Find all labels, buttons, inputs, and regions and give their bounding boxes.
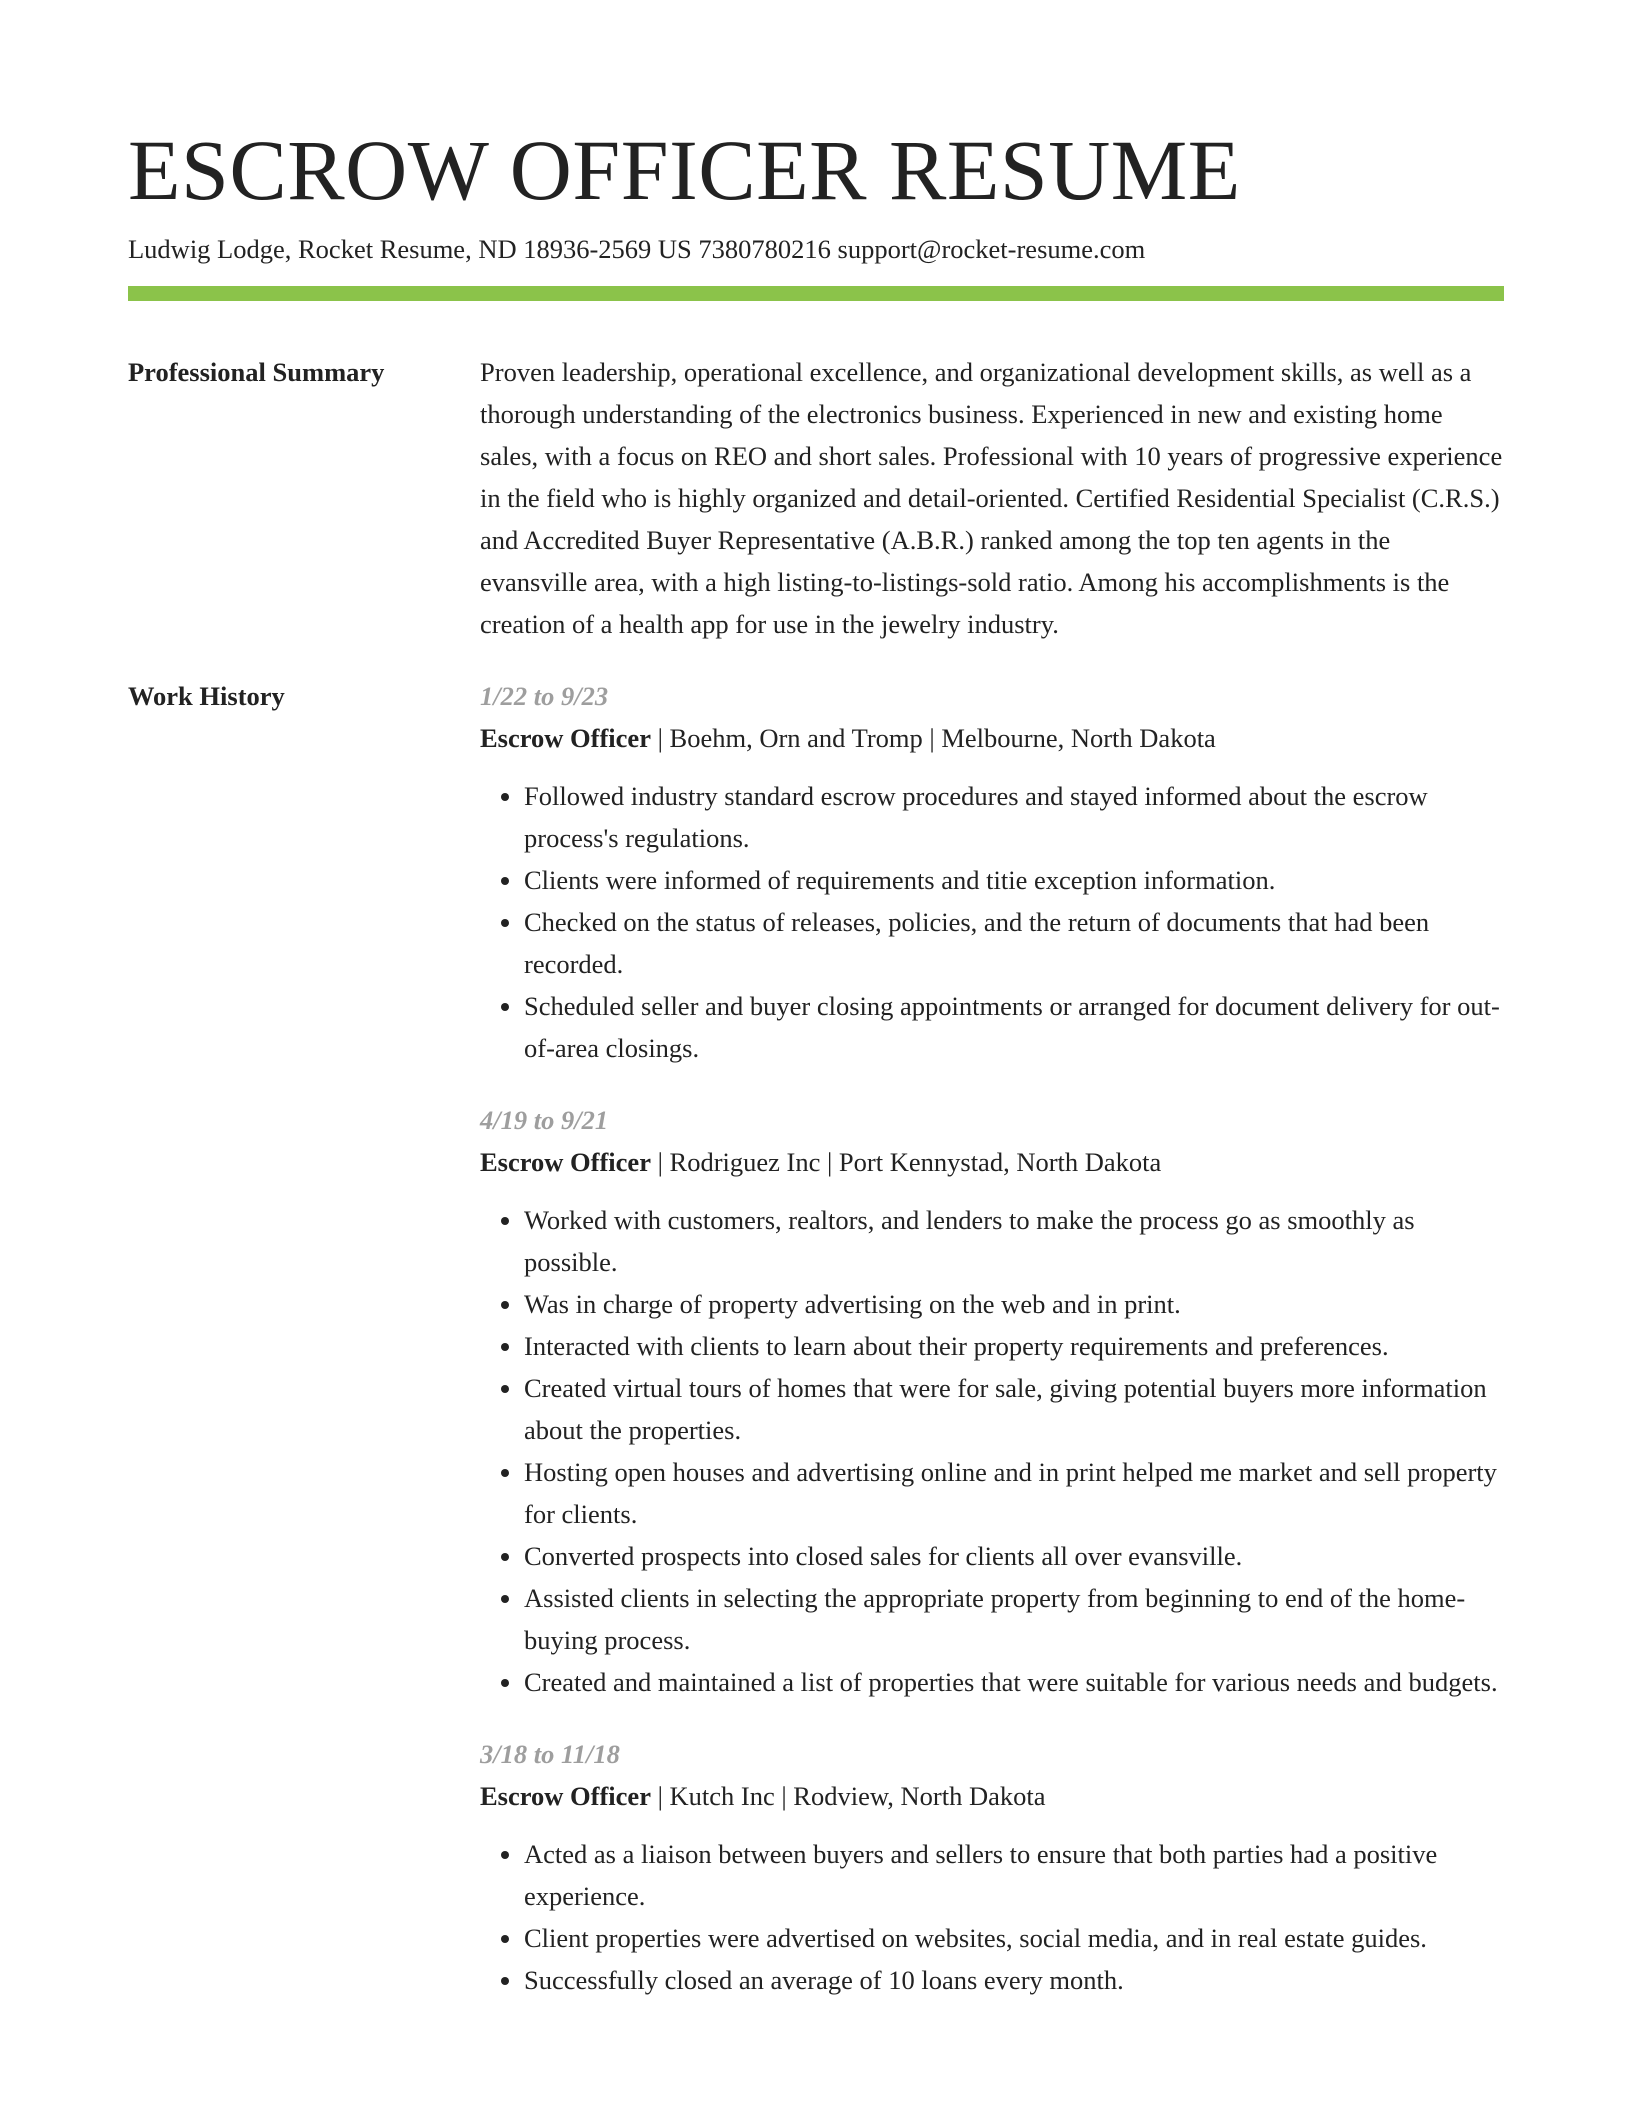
professional-summary-section	[128, 351, 1504, 645]
contact-info: Ludwig Lodge, Rocket Resume, ND 18936-2569 US 7380780216 support@rocket-resume.com	[128, 234, 1146, 264]
job-bullet: • Created and maintained a list of properties that were suitable for various needs and budgets.	[524, 1661, 1504, 1703]
job-title-line	[480, 1775, 1504, 1817]
job-dates: 1/22 to 9/23	[480, 681, 609, 711]
job-bullet: • Client properties were advertised on websites, social media, and in real estate guides.	[524, 1917, 1504, 1959]
job-entry	[480, 1733, 1504, 2001]
job-title-line	[480, 1141, 1504, 1183]
job-employer-location: | Boehm, Orn and Tromp | Melbourne, North Dakota	[650, 723, 1216, 753]
job-dates: 3/18 to 11/18	[480, 1739, 620, 1769]
job-employer-location: | Kutch Inc | Rodview, North Dakota	[650, 1781, 1046, 1811]
job-bullet: • Hosting open houses and advertising online and in print helped me market and sell property for clients.	[524, 1451, 1504, 1535]
job-bullet: • Converted prospects into closed sales for clients all over evansville.	[524, 1535, 1504, 1577]
resume-page	[128, 0, 1504, 2001]
job-bullet: • Checked on the status of releases, policies, and the return of documents that had been recorded.	[524, 901, 1504, 985]
summary-text: Proven leadership, operational excellence, and organizational development skills, as well as a thorough understanding of the electronics business. Experienced in new and existing home sales, with a focus on REO and short sales. Professional with 10 years of progressive experience in the field who is highly organized and detail-oriented. Certified Residential Specialist (C.R.S.) and Accredited Buyer Representative (A.B.R.) ranked among the top ten agents in the evansville area, with a high listing-to-listings-sold ratio. Among his accomplishments is the creation of a health app for use in the jewelry industry.	[480, 357, 1503, 639]
job-bullet: • Interacted with clients to learn about their property requirements and preferences.	[524, 1325, 1504, 1367]
section-label-work: Work History	[128, 681, 285, 711]
summary-body	[480, 351, 1504, 645]
job-bullet: • Created virtual tours of homes that were for sale, giving potential buyers more information about the properties.	[524, 1367, 1504, 1451]
job-role: Escrow Officer	[480, 1781, 651, 1811]
job-bullet: • Assisted clients in selecting the appropriate property from beginning to end of the home-buying process.	[524, 1577, 1504, 1661]
section-label-summary: Professional Summary	[128, 357, 385, 387]
job-dates: 4/19 to 9/21	[480, 1105, 609, 1135]
job-bullet: • Successfully closed an average of 10 loans every month.	[524, 1959, 1504, 2001]
job-role: Escrow Officer	[480, 1147, 651, 1177]
job-bullets	[480, 775, 1504, 1069]
job-bullet: • Scheduled seller and buyer closing appointments or arranged for document delivery for out-of-area closings.	[524, 985, 1504, 1069]
work-history-body	[480, 675, 1504, 2001]
job-bullets	[480, 1199, 1504, 1703]
work-history-section	[128, 675, 1504, 2001]
job-bullet: • Followed industry standard escrow procedures and stayed informed about the escrow process's regulations.	[524, 775, 1504, 859]
job-bullet: • Was in charge of property advertising on the web and in print.	[524, 1283, 1504, 1325]
job-entry	[480, 675, 1504, 1069]
job-entry	[480, 1099, 1504, 1703]
job-bullets	[480, 1833, 1504, 2001]
job-title-line	[480, 717, 1504, 759]
job-employer-location: | Rodriguez Inc | Port Kennystad, North Dakota	[650, 1147, 1162, 1177]
accent-divider	[128, 286, 1504, 301]
job-bullet: • Worked with customers, realtors, and lenders to make the process go as smoothly as possible.	[524, 1199, 1504, 1283]
resume-title: ESCROW OFFICER RESUME	[128, 122, 1241, 218]
job-role: Escrow Officer	[480, 723, 651, 753]
job-bullet: • Acted as a liaison between buyers and sellers to ensure that both parties had a positive experience.	[524, 1833, 1504, 1917]
job-bullet: • Clients were informed of requirements and titie exception information.	[524, 859, 1504, 901]
